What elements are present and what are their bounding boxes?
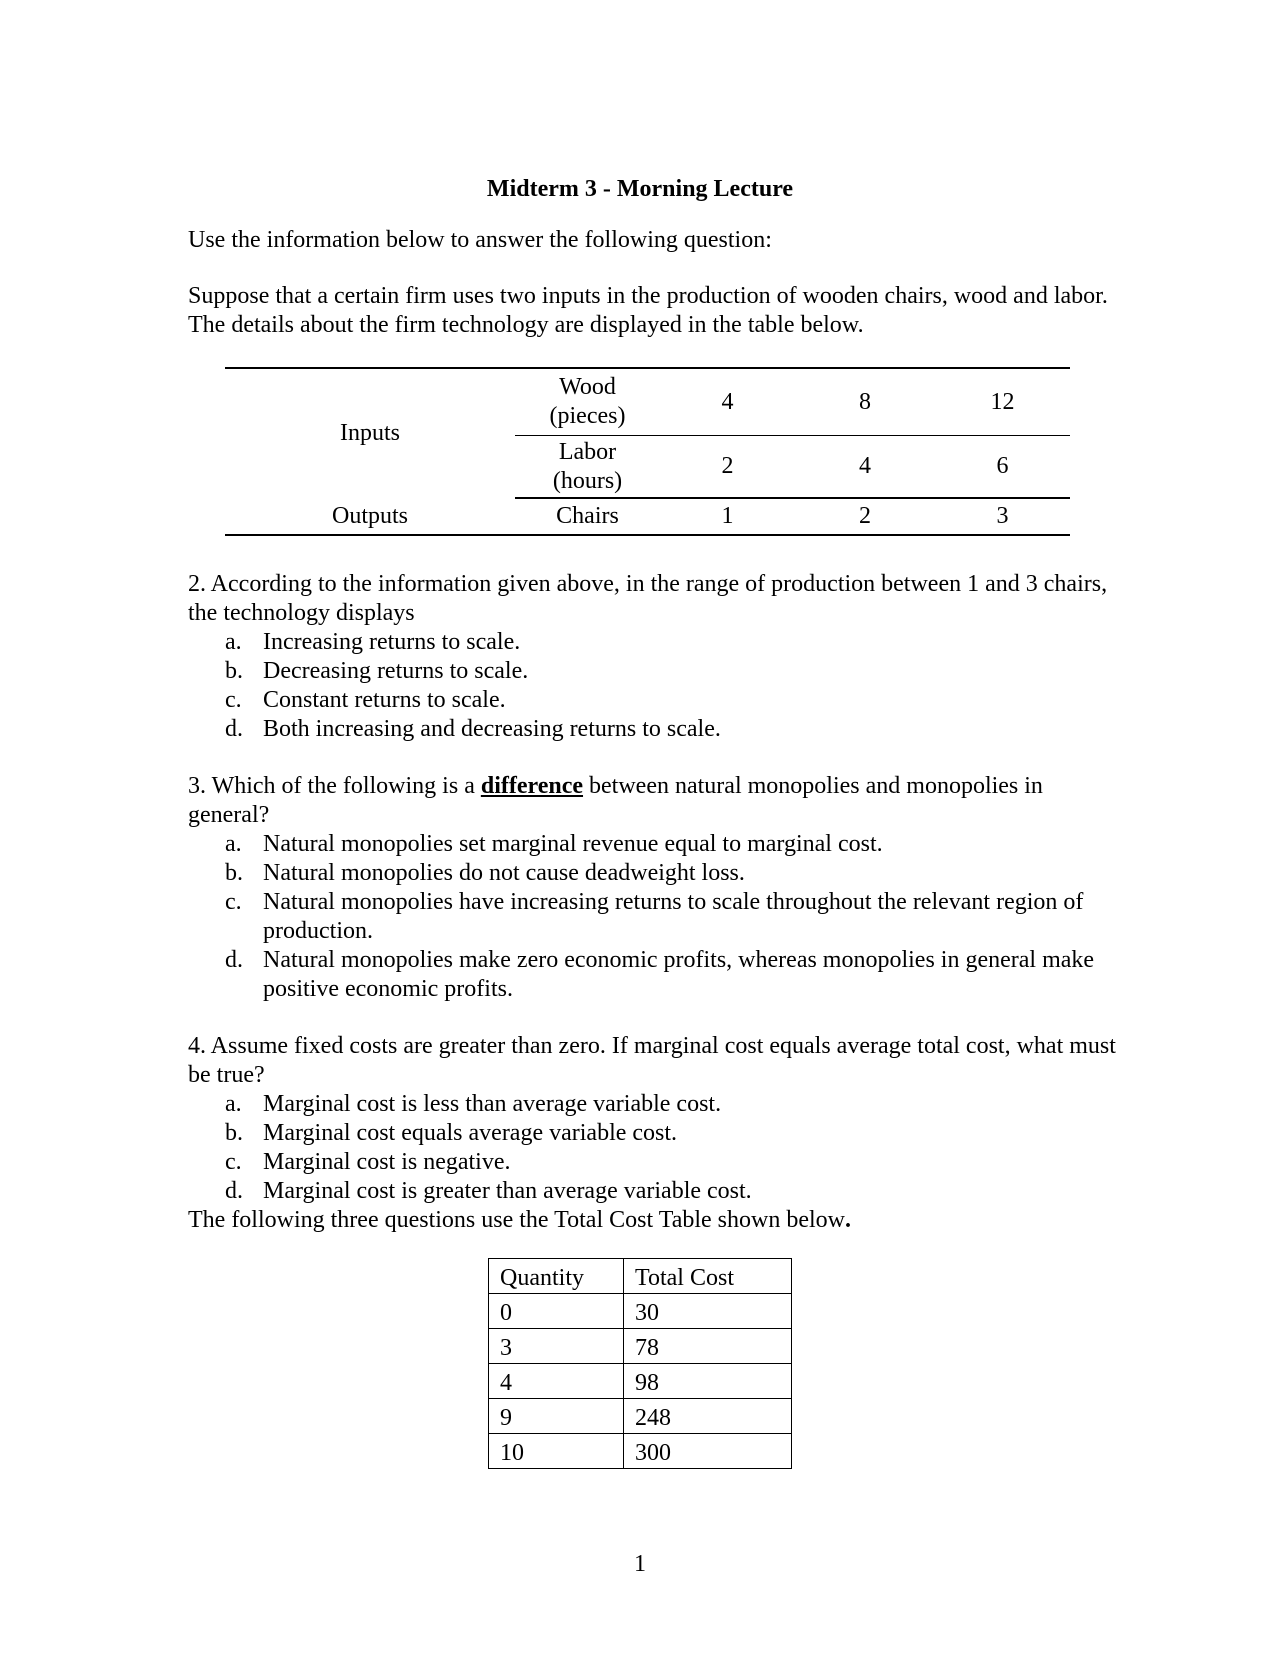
question-stem: 3. Which of the following is a difference between natural monopolies and monopolies in general? [188, 773, 1043, 828]
table-cell: 2 [795, 498, 935, 535]
choice-item: c. Marginal cost is negative. [225, 1149, 511, 1175]
choice-list [188, 830, 1118, 1004]
total-cost-table [488, 1258, 792, 1469]
table-cell: 12 [935, 368, 1070, 436]
outputs-label: Outputs [225, 498, 515, 535]
table-cell: 78 [624, 1329, 792, 1364]
inputs-label: Inputs [225, 368, 515, 498]
table-row [489, 1364, 792, 1399]
table-cell: 0 [489, 1294, 624, 1329]
scenario-text: Suppose that a certain firm uses two inputs in the production of wooden chairs, wood and labor. The details about the firm technology are displayed in the table below. [188, 283, 1108, 338]
table-cell: 1 [660, 498, 795, 535]
question-4 [188, 1032, 1118, 1206]
technology-table [225, 367, 1070, 536]
page-title: Midterm 3 - Morning Lecture [486, 176, 794, 202]
table-cell: 6 [935, 436, 1070, 499]
column-header: Total Cost [624, 1259, 792, 1294]
row-label: Chairs [515, 498, 660, 535]
choice-list [188, 628, 1118, 744]
choice-item: b. Marginal cost equals average variable cost. [225, 1120, 678, 1146]
row-label: Labor (hours) [515, 436, 660, 499]
table-cell: 4 [795, 436, 935, 499]
table-row [489, 1294, 792, 1329]
choice-item: c. Constant returns to scale. [225, 687, 506, 713]
choice-item: b. Decreasing returns to scale. [225, 658, 529, 684]
column-header: Quantity [489, 1259, 624, 1294]
table-cell: 10 [489, 1434, 624, 1469]
table-cell: 4 [489, 1364, 624, 1399]
choice-item: a. Natural monopolies set marginal revenue equal to marginal cost. [225, 831, 883, 857]
choice-item: b. Natural monopolies do not cause deadweight loss. [225, 860, 745, 886]
row-label: Wood (pieces) [515, 368, 660, 436]
table-cell: 3 [935, 498, 1070, 535]
intro-text: Use the information below to answer the following question: [188, 227, 772, 253]
choice-item: c. Natural monopolies have increasing returns to scale throughout the relevant region of production. [225, 889, 1084, 944]
table-header-row [489, 1259, 792, 1294]
question-stem: 4. Assume fixed costs are greater than zero. If marginal cost equals average total cost, what must be true? [188, 1033, 1116, 1088]
question-2 [188, 570, 1118, 744]
total-cost-intro: The following three questions use the Total Cost Table shown below. [188, 1207, 851, 1233]
table-cell: 30 [624, 1294, 792, 1329]
table-cell: 8 [795, 368, 935, 436]
choice-item: d. Both increasing and decreasing returns to scale. [225, 716, 721, 742]
table-row [225, 368, 1070, 436]
choice-list [188, 1090, 1118, 1206]
choice-item: d. Natural monopolies make zero economic profits, whereas monopolies in general make positive economic profits. [225, 947, 1095, 1002]
table-row [489, 1329, 792, 1364]
emphasis-text: difference [480, 773, 584, 799]
page-number: 1 [634, 1551, 646, 1577]
choice-item: a. Increasing returns to scale. [225, 629, 521, 655]
table-cell: 4 [660, 368, 795, 436]
table-row [225, 498, 1070, 535]
table-cell: 3 [489, 1329, 624, 1364]
question-3 [188, 772, 1118, 1004]
table-row [489, 1399, 792, 1434]
table-cell: 248 [624, 1399, 792, 1434]
question-stem: 2. According to the information given above, in the range of production between 1 and 3 chairs, the technology displays [188, 571, 1108, 626]
table-cell: 9 [489, 1399, 624, 1434]
choice-item: d. Marginal cost is greater than average variable cost. [225, 1178, 752, 1204]
table-cell: 2 [660, 436, 795, 499]
table-cell: 98 [624, 1364, 792, 1399]
table-row [489, 1434, 792, 1469]
table-cell: 300 [624, 1434, 792, 1469]
choice-item: a. Marginal cost is less than average variable cost. [225, 1091, 722, 1117]
